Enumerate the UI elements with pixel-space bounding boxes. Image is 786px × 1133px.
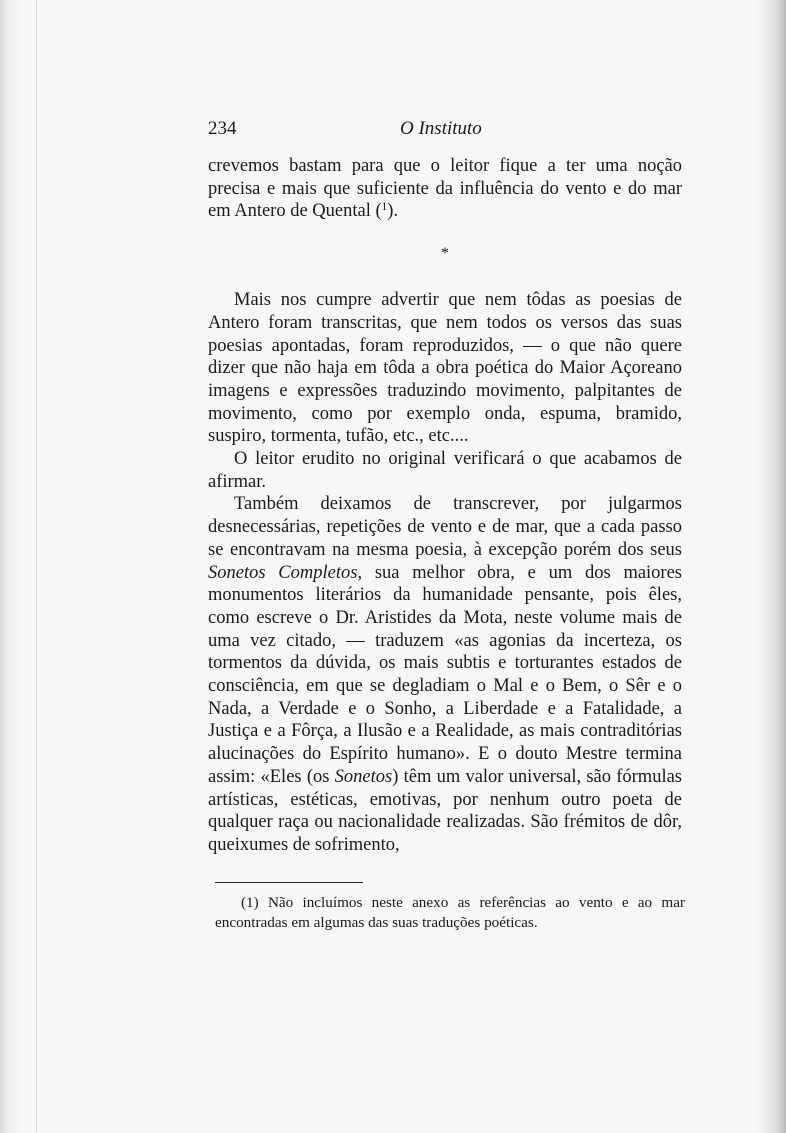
page-right-edge xyxy=(756,0,786,1133)
footnote xyxy=(215,893,685,933)
footnote-reference: 1 xyxy=(381,201,388,214)
page-header xyxy=(208,118,682,144)
paragraph: O leitor erudito no original verificará o que acabamos de afirmar. xyxy=(208,449,682,492)
running-title: O Instituto xyxy=(400,118,482,139)
paragraph-text: crevemos bastam para que o leitor fique a ter uma noção precisa e mais que suficiente da influência do vento e do mar em Antero de Quental ( xyxy=(208,156,682,222)
section-separator: * xyxy=(441,245,449,263)
footnote-rule xyxy=(215,882,363,883)
paragraph: Mais nos cumpre advertir que nem tôdas as poesias de Antero foram transcritas, que nem todos os versos das suas poesias apontadas, foram reproduzidos, — o que não quere dizer que não haja em tôda a obra poética do Maior Açoreano imagens e expressões traduzindo movimento, palpitantes de movimento, como por exemplo onda, espuma, bramido, suspiro, tormenta, tufão, etc., etc.... xyxy=(208,290,682,447)
paragraph-text: ) têm um valor universal, são fórmulas artísticas, estéticas, emotivas, por nenhum outro poeta de qualquer raça ou nacionalidade realizadas. São frémitos de dôr, queixumes de sofrimento, xyxy=(208,766,682,855)
paragraph-text-end: ). xyxy=(387,201,398,222)
footnote-marker: (1) xyxy=(241,894,259,911)
italic-title: Sonetos Completos xyxy=(208,562,358,583)
italic-title: Sonetos xyxy=(334,766,393,787)
paragraph-text: , sua melhor obra, e um dos maiores monumentos literários da humanidade pensante, pois êles, como escreve o Dr. Aristides da Mota, neste volume mais de uma vez citado, — traduzem «as agonias da incerteza, os tormentos da dúvida, os mais subtis e torturantes estados de consciência, em que se degladiam o Mal e o Bem, o Sêr e o Nada, a Verdade e o Sonho, a Liberdade e a Fatalidade, a Justiça e a Fôrça, a Ilusão e a Realidade, as mais contraditórias alucinações do Espírito humano». E o douto Mestre termina assim: «Eles (os xyxy=(208,562,682,787)
page-fold-line xyxy=(36,0,37,1133)
body-text xyxy=(208,155,682,857)
paragraph xyxy=(208,493,682,856)
page-left-edge xyxy=(0,0,22,1133)
page-number: 234 xyxy=(208,118,237,139)
paragraph-continuation xyxy=(208,155,682,223)
paragraph-text: Também deixamos de transcrever, por julgarmos desnecessárias, repetições de vento e de mar, que a cada passo se encontravam na mesma poesia, à excepção porém dos seus xyxy=(208,494,682,560)
footnote-text: Não incluímos neste anexo as referências ao vento e ao mar encontradas em algumas das suas traduções poéticas. xyxy=(215,894,685,931)
